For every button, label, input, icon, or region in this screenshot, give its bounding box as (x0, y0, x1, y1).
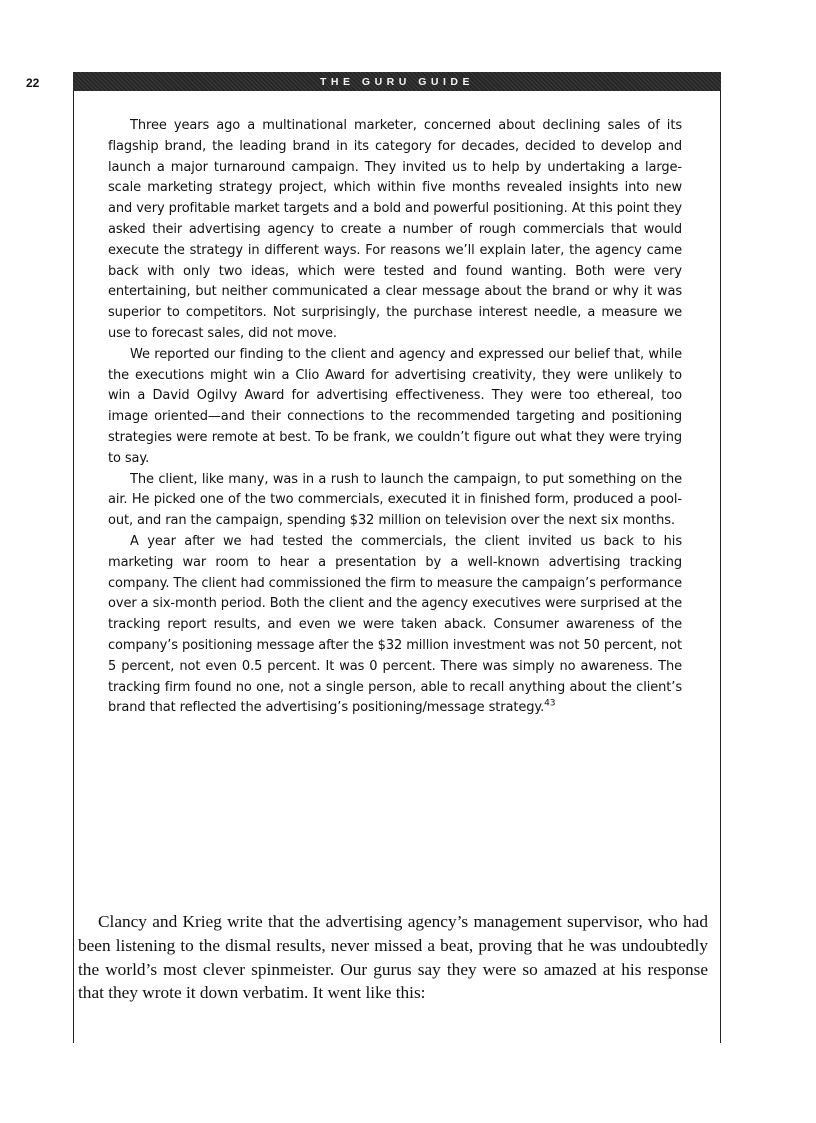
page-number: 22 (26, 76, 40, 90)
left-margin-rule (73, 91, 74, 1043)
footnote-reference: 43 (544, 698, 556, 709)
block-quote (108, 116, 682, 719)
quote-paragraph: The client, like many, was in a rush to launch the campaign, to put something on the air. He picked one of the two commercials, executed it in finished form, produced a pool-out, and ran the campaign, spending $32 million on television over the next six months. (108, 471, 682, 529)
quote-paragraph: Three years ago a multinational marketer, concerned about declining sales of its flagship brand, the leading brand in its category for decades, decided to develop and launch a major turnaround campaign. They invited us to help by undertaking a large-scale marketing strategy project, which within five months revealed insights into new and very profitable market targets and a bold and powerful positioning. At this point they asked their advertising agency to create a number of rough commercials that would execute the strategy in different ways. For reasons we’ll explain later, the agency came back with only two ideas, which were tested and found wanting. Both were very entertaining, but neither communicated a clear message about the brand or why it was superior to competitors. Not surprisingly, the purchase interest needle, a measure we use to forecast sales, did not move. (108, 118, 682, 341)
right-margin-rule (720, 91, 721, 1043)
running-title: THE GURU GUIDE (319, 75, 474, 88)
quote-paragraph-text: A year after we had tested the commercials, the client invited us back to his marketing war room to hear a presentation by a well-known advertising tracking company. The client had commissioned the firm to measure the campaign’s performance over a six-month period. Both the client and the agency executives were surprised at the tracking report results, and even we were taken aback. Consumer awareness of the company’s positioning message after the $32 million investment was not 50 percent, not 5 percent, not even 0.5 percent. It was 0 percent. There was simply no awareness. The tracking firm found no one, not a single person, able to recall anything about the client’s brand that reflected the advertising’s positioning/message strategy. (108, 533, 682, 716)
quote-paragraph (108, 532, 682, 719)
running-header-bar (73, 72, 721, 91)
body-text (78, 910, 708, 1005)
body-paragraph: Clancy and Krieg write that the advertising agency’s management supervisor, who had been listening to the dismal results, never missed a beat, proving that he was undoubtedly the world’s most clever spinmeister. Our gurus say they were so amazed at his response that they wrote it down verbatim. It went like this: (78, 912, 708, 1003)
quote-paragraph: We reported our finding to the client and agency and expressed our belief that, while the executions might win a Clio Award for advertising creativity, they were unlikely to win a David Ogilvy Award for advertising effectiveness. They were too ethereal, too image oriented—and their connections to the recommended targeting and positioning strategies were remote at best. To be frank, we couldn’t figure out what they were trying to say. (108, 346, 682, 466)
